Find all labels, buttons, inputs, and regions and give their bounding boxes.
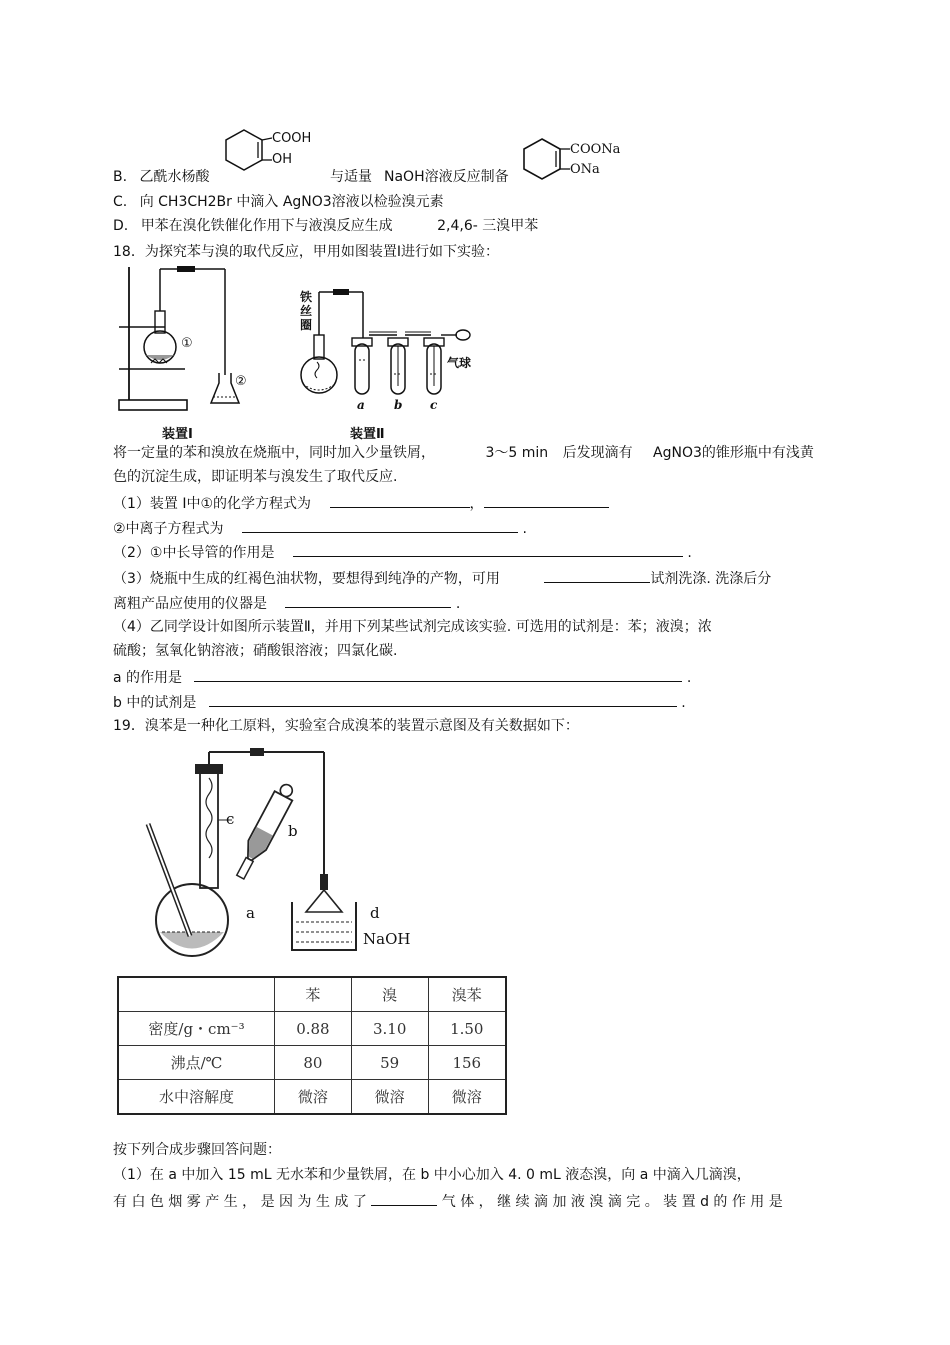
q18-sub1a-text: （1）装置 Ⅰ中①的化学方程式为 xyxy=(113,496,312,512)
option-b-label: B. xyxy=(113,169,128,185)
q18-sub1b-text: ②中离子方程式为 xyxy=(113,521,224,537)
table-cell: 3.10 xyxy=(351,1012,428,1046)
q18-para1-part2: 3～5 min xyxy=(485,445,549,461)
table-cell: 微溶 xyxy=(351,1080,428,1115)
option-c-text: 向 CH3CH2Br 中滴入 AgNO3溶液以检验溴元素 xyxy=(139,194,444,210)
table-header-cell xyxy=(118,977,275,1012)
q19-steps-intro: 按下列合成步骤回答问题： xyxy=(113,1142,281,1158)
q18-sub3a-text: （3）烧瓶中生成的红褐色油状物，要想得到纯净的产物，可用 xyxy=(113,571,500,587)
q18-sub4d: b 中的试剂是 . xyxy=(113,692,686,712)
q18-para1-part4: AgNO3的锥形瓶中有浅黄 xyxy=(653,445,814,461)
q18-sub4a: （4）乙同学设计如图所示装置Ⅱ，并用下列某些试剂完成该实验. 可选用的试剂是：苯；液溴；浓 xyxy=(113,619,712,635)
q18-para1 xyxy=(113,444,814,462)
table-cell: 微溶 xyxy=(428,1080,506,1115)
table-cell: 80 xyxy=(275,1046,352,1080)
table-row xyxy=(118,1046,506,1080)
answer-blank-1c[interactable] xyxy=(242,518,518,533)
apparatus-1-figure xyxy=(115,265,255,415)
struct1-top-group: COOH xyxy=(272,131,312,146)
tube-a-label: a xyxy=(357,398,365,412)
struct2-bottom-group: ONa xyxy=(570,162,600,177)
q19-title: 19．溴苯是一种化工原料，实验室合成溴苯的装置示意图及有关数据如下： xyxy=(113,718,579,734)
balloon-label: 气球 xyxy=(447,356,472,370)
option-b-text2: 与适量 xyxy=(330,169,372,185)
option-d-label: D. xyxy=(113,218,129,234)
answer-blank-3a[interactable] xyxy=(544,568,650,583)
q18-sub4c: a 的作用是 . xyxy=(113,667,691,687)
answer-blank-3b[interactable] xyxy=(285,593,451,608)
table-row xyxy=(118,1080,506,1115)
q18-sub1a: （1）装置 Ⅰ中①的化学方程式为 ， xyxy=(113,493,609,513)
label-a: a xyxy=(246,904,255,922)
label-d: d xyxy=(370,904,380,922)
q18-title: 18．为探究苯与溴的取代反应，甲用如图装置Ⅰ进行如下实验： xyxy=(113,244,499,260)
q18-para1-part3: 后发现滴有 xyxy=(562,445,633,461)
q18-para2: 色的沉淀生成，即证明苯与溴发生了取代反应. xyxy=(113,469,398,485)
table-cell: 沸点/℃ xyxy=(118,1046,275,1080)
q19-step1b xyxy=(113,1191,783,1211)
answer-blank-19-1[interactable] xyxy=(371,1191,437,1206)
q18-sub3a xyxy=(113,568,771,588)
table-header-row xyxy=(118,977,506,1012)
iron-coil-label: 铁丝圈 xyxy=(300,290,313,332)
table-cell: 59 xyxy=(351,1046,428,1080)
q18-sub4b: 硫酸；氢氧化钠溶液；硝酸银溶液；四氯化碳. xyxy=(113,643,398,659)
option-d-text1: 甲苯在溴化铁催化作用下与液溴反应生成 xyxy=(140,218,393,234)
table-cell: 密度/g・cm⁻³ xyxy=(118,1012,275,1046)
q19-step1a: （1）在 a 中加入 15 mL 无水苯和少量铁屑，在 b 中小心加入 4. 0 mL 液态溴，向 a 中滴入几滴溴， xyxy=(113,1167,751,1183)
answer-blank-1a[interactable] xyxy=(330,493,470,508)
bromobenzene-apparatus-figure xyxy=(140,750,420,960)
apparatus-2-figure xyxy=(295,280,485,420)
q18-sub1b: ②中离子方程式为 . xyxy=(113,518,527,538)
q19-step1b-part1: 有 白 色 烟 雾 产 生 ， 是 因 为 生 成 了 xyxy=(113,1194,367,1210)
answer-blank-4a[interactable] xyxy=(194,667,682,682)
table-cell: 156 xyxy=(428,1046,506,1080)
table-cell: 1.50 xyxy=(428,1012,506,1046)
table-cell: 0.88 xyxy=(275,1012,352,1046)
apparatus-2-label: 装置Ⅱ xyxy=(350,427,385,442)
q19-step1b-part2: 气 体 ， 继 续 滴 加 液 溴 滴 完 。 装 置 d 的 作 用 是 xyxy=(441,1194,783,1210)
option-d-text2: 2,4,6- 三溴甲苯 xyxy=(437,218,539,234)
label-b: b xyxy=(288,822,298,840)
answer-blank-4b[interactable] xyxy=(209,692,677,707)
option-b-text1: 乙酰水杨酸 xyxy=(139,169,210,185)
struct2-top-group: COONa xyxy=(570,142,621,157)
answer-blank-2[interactable] xyxy=(293,542,683,557)
struct1-bottom-group: OH xyxy=(272,152,293,167)
option-c xyxy=(113,193,444,211)
table-cell: 水中溶解度 xyxy=(118,1080,275,1115)
q18-sub3c: 离粗产品应使用的仪器是 . xyxy=(113,593,460,613)
option-b-text3: NaOH溶液反应制备 xyxy=(384,169,509,185)
option-b xyxy=(113,166,210,186)
q18-sub3c-text: 离粗产品应使用的仪器是 xyxy=(113,596,267,612)
table-row xyxy=(118,1012,506,1046)
q18-para1-part1: 将一定量的苯和溴放在烧瓶中，同时加入少量铁屑， xyxy=(113,445,435,461)
svg-text:①: ① xyxy=(181,336,193,351)
apparatus-1-label: 装置Ⅰ xyxy=(162,427,193,442)
q18-sub2-text: （2）①中长导管的作用是 xyxy=(113,545,275,561)
svg-text:②: ② xyxy=(235,374,247,389)
answer-blank-1b[interactable] xyxy=(484,493,609,508)
option-d xyxy=(113,217,538,235)
table-header-cell: 溴 xyxy=(351,977,428,1012)
q18-sub3b-text: 试剂洗涤. 洗涤后分 xyxy=(650,571,772,587)
q18-sub4c-text: a 的作用是 xyxy=(113,670,183,686)
table-cell: 微溶 xyxy=(275,1080,352,1115)
table-header-cell: 溴苯 xyxy=(428,977,506,1012)
table-header-cell: 苯 xyxy=(275,977,352,1012)
q18-sub4d-text: b 中的试剂是 xyxy=(113,695,197,711)
label-c: c xyxy=(226,810,235,828)
option-c-label: C. xyxy=(113,194,128,210)
tube-c-label: c xyxy=(430,398,438,412)
tube-b-label: b xyxy=(394,398,403,412)
label-naoh: NaOH xyxy=(363,930,411,948)
q18-sub2: （2）①中长导管的作用是 . xyxy=(113,542,692,562)
properties-table xyxy=(117,976,507,1115)
